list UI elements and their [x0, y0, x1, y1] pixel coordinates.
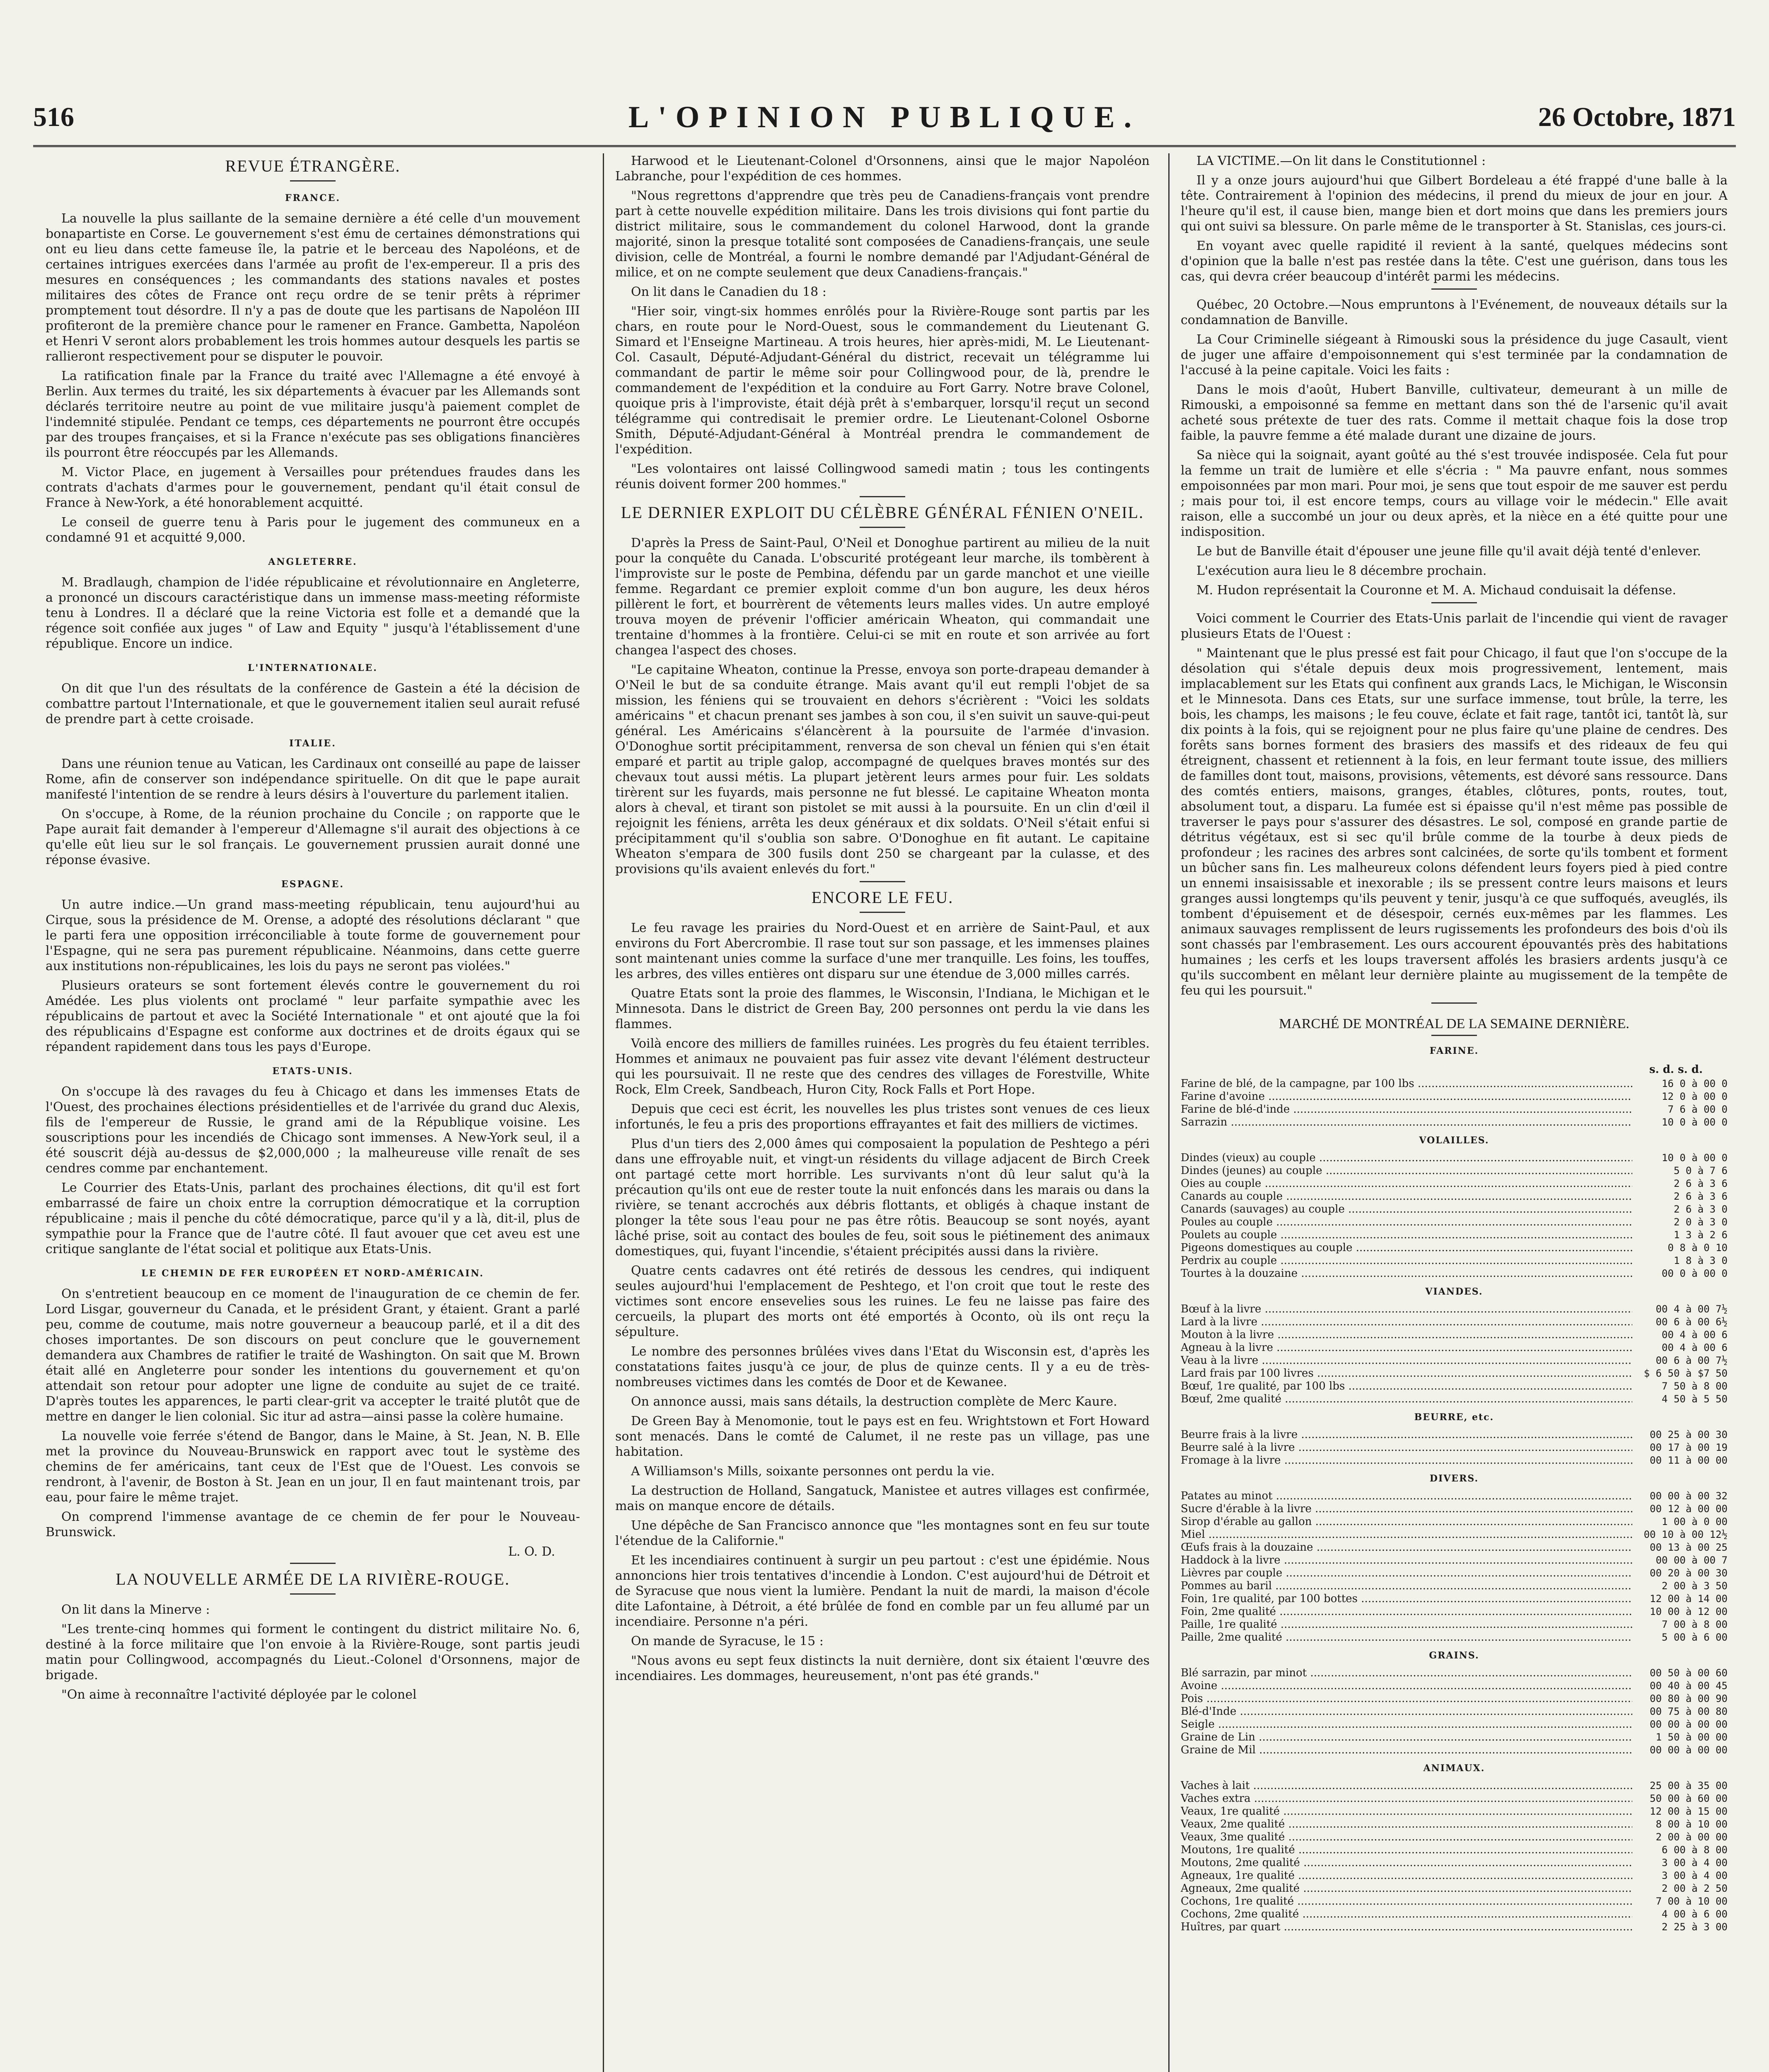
price-range: 2 00 à 3 50 — [1662, 1580, 1728, 1592]
price-range: 00 17 à 00 19 — [1650, 1442, 1728, 1453]
price-row — [1181, 1216, 1728, 1229]
price-range: 2 0 à 3 0 — [1673, 1216, 1728, 1228]
page-number: 516 — [33, 102, 74, 132]
separator-rule — [1431, 1002, 1477, 1004]
price-row — [1181, 1267, 1728, 1280]
price-item-name: Canards (sauvages) au couple ..... — [1181, 1203, 1632, 1216]
price-range: 5 0 à 7 6 — [1673, 1165, 1728, 1176]
article-paragraph: La Cour Criminelle siégeant à Rimouski sous la présidence du juge Casault, vient de juger une affaire d'empoisonnement qui s'est terminée par la condamnation de l'accusé à la peine capitale. Voici les faits : — [1181, 332, 1728, 378]
price-range: 12 0 à 00 0 — [1662, 1091, 1728, 1102]
article-paragraph: La nouvelle voie ferrée s'étend de Bangor, dans le Maine, à St. Jean, N. B. Elle met la province du Nouveau-Brunswick en rapport avec tout le système des chemins de fer américains, tant ceux de l'Est que de l'Ouest. Les convois se rendront, à l'avenir, de Boston à St. Jean en un jour, Il en faut maintenant trois, par eau, pour faire le même trajet. — [46, 1429, 580, 1505]
price-row — [1181, 1667, 1728, 1680]
price-item-name: Lard à la livre ..... — [1181, 1316, 1632, 1329]
separator-rule — [1431, 1035, 1477, 1036]
article-paragraph: Et les incendiaires continuent à surgir un peu partout : c'est une épidémie. Nous annoncions hier trois tentatives d'incendie à London. C'est aujourd'hui de Détroit et de Syracuse que nous vient la lumière. Pendant la nuit de mardi, la maison d'école dite Lafontaine, à Détroit, a été brûlée de fond en comble par un feu allumé par un incendiaire. Personne n'a péri. — [615, 1553, 1150, 1629]
price-range: 00 25 à 00 30 — [1650, 1429, 1728, 1440]
price-range: 1 50 à 00 00 — [1655, 1731, 1728, 1743]
currency-units-header: s. d. s. d. — [1649, 1063, 1703, 1076]
price-row — [1181, 1329, 1728, 1341]
column-divider — [603, 153, 604, 2072]
article-paragraph: M. Bradlaugh, champion de l'idée républicaine et révolutionnaire en Angleterre, a prononcé un discours caractéristique dans un immense mass-meeting réformiste tenu à Londres. Il a déclaré que la reine Victoria est folle et a demandé que la régence soit confiée aux juges " of Law and Equity " jusqu'à l'établissement d'une république. Encore un indice. — [46, 575, 580, 651]
article-paragraph: De Green Bay à Menomonie, tout le pays est en feu. Wrightstown et Fort Howard sont menacés. Dans le comté de Calumet, il ne reste pas un village, pas une habitation. — [615, 1414, 1150, 1459]
price-row — [1181, 1541, 1728, 1554]
price-row — [1181, 1895, 1728, 1908]
price-range: 6 00 à 8 00 — [1662, 1844, 1728, 1856]
price-row — [1181, 1229, 1728, 1242]
price-row — [1181, 1164, 1728, 1177]
price-item-name: Cochons, 2me qualité ..... — [1181, 1908, 1632, 1921]
separator-rule — [860, 527, 905, 528]
price-item-name: Lièvres par couple ..... — [1181, 1567, 1632, 1580]
price-row — [1181, 1618, 1728, 1631]
price-range: 00 11 à 00 00 — [1650, 1455, 1728, 1466]
price-item-name: Farine d'avoine ..... — [1181, 1090, 1632, 1103]
country-heading: ESPAGNE. — [281, 879, 344, 890]
price-range: 7 00 à 8 00 — [1662, 1619, 1728, 1630]
separator-rule — [860, 496, 905, 497]
price-row — [1181, 1692, 1728, 1705]
price-row — [1181, 1190, 1728, 1203]
price-range: 16 0 à 00 0 — [1662, 1078, 1728, 1089]
price-row — [1181, 1869, 1728, 1882]
article-paragraph: On annonce aussi, mais sans détails, la destruction complète de Merc Kaure. — [631, 1394, 1117, 1409]
price-range: 3 00 à 4 00 — [1662, 1857, 1728, 1869]
price-item-name: Œufs frais à la douzaine ..... — [1181, 1541, 1632, 1554]
price-row — [1181, 1779, 1728, 1792]
market-section-heading: GRAINS. — [1429, 1650, 1479, 1661]
price-row — [1181, 1580, 1728, 1593]
price-range: 50 00 à 60 00 — [1650, 1793, 1728, 1804]
price-row — [1181, 1908, 1728, 1921]
price-item-name: Avoine ..... — [1181, 1680, 1632, 1692]
article-paragraph: Québec, 20 Octobre.—Nous empruntons à l'Evénement, de nouveaux détails sur la condamnation de Banville. — [1181, 298, 1728, 327]
article-paragraph: En voyant avec quelle rapidité il revient à la santé, quelques médecins sont d'opinion que la balle n'est pas restée dans la tête. C'est une guérison, dans tous les cas, qui devra créer beaucoup d'intérêt parmi les médecins. — [1181, 239, 1728, 284]
price-range: 00 4 à 00 7½ — [1655, 1303, 1728, 1315]
price-row — [1181, 1731, 1728, 1744]
market-section-heading: BEURRE, etc. — [1414, 1412, 1494, 1423]
price-range: 2 00 à 00 00 — [1655, 1831, 1728, 1843]
market-section-heading: DIVERS. — [1429, 1473, 1479, 1484]
column-1 — [46, 153, 580, 2072]
article-paragraph: Dans une réunion tenue au Vatican, les Cardinaux ont conseillé au pape de laisser Rome, afin de conserver son indépendance spirituelle. On dit que le pape aurait manifesté l'intention de se rendre à leurs désirs à l'ouverture du parlement italien. — [46, 757, 580, 802]
price-row — [1181, 1831, 1728, 1844]
column-divider — [1168, 153, 1170, 2072]
price-item-name: Pigeons domestiques au couple ..... — [1181, 1242, 1632, 1254]
price-range: 00 10 à 00 12½ — [1643, 1529, 1728, 1540]
article-paragraph: Un autre indice.—Un grand mass-meeting républicain, tenu aujourd'hui au Cirque, sous la présidence de M. Orense, a adopté des résolutions déclarant " que le parti fera une opposition irréconciliable à toute forme de gouvernement pour l'Espagne, qui ne sera pas purement républicaine. Néanmoins, dans cette guerre aux institutions non-républicaines, les lois du pays ne seront pas violées." — [46, 898, 580, 973]
header-rule — [33, 145, 1736, 147]
article-paragraph: "Le capitaine Wheaton, continue la Presse, envoya son porte-drapeau demander à O'Neil le but de sa conduite étrange. Mais avant qu'il eut rempli l'objet de sa mission, les féniens qui se trouvaient en dehors s'écrièrent : "Voici les soldats américains " et chacun prenant ses jambes à son cou, il s'en suivit un sauve-qui-peut général. Les Américains s'élancèrent à la poursuite de l'armée d'invasion. O'Donoghue sortit précipitamment, renversa de son cheval un fénien qui s'en était emparé et partit au triple galop, accompagné de quelques braves montés sur des chevaux tout aussi métis. La plupart jetèrent leurs armes pour fuir. Les soldats tirèrent sur les fuyards, mais personne ne fut blessé. Le capitaine Wheaton monta alors à cheval, et tirant son pistolet se mit aussi à la poursuite. En un clin d'œil il rejoignit les féniens, arrêta les deux généraux et dix soldats. O'Neil s'était enfui si précipitamment qu'il s'oublia son sabre. O'Donoghue en fit autant. Le capitaine Wheaton s'empara de 300 fusils dont 250 se chargeant par la culasse, et des provisions qu'ils avaient enlevés du fort." — [615, 663, 1150, 876]
price-row — [1181, 1177, 1728, 1190]
separator-rule — [860, 881, 905, 882]
article-paragraph: Quatre cents cadavres ont été retirés de dessous les cendres, qui indiquent seules aujourd'hui l'emplacement de Peshtego, et l'on croit que tout le reste des victimes sont encore ensevelies sous les ruines. Le feu ne laisse pas faire des cercueils, la plupart des morts ont été emportés à Oconto, où ils ont reçu la sépulture. — [615, 1264, 1150, 1339]
article-paragraph: Depuis que ceci est écrit, les nouvelles les plus tristes sont venues de ces lieux infortunés, le feu a pris des proportions effrayantes et fait des milliers de victimes. — [615, 1102, 1150, 1132]
price-row — [1181, 1567, 1728, 1580]
price-item-name: Veaux, 2me qualité ..... — [1181, 1818, 1632, 1831]
price-range: 2 6 à 3 6 — [1673, 1191, 1728, 1202]
price-range: 00 0 à 00 0 — [1662, 1268, 1728, 1279]
article-paragraph: Plus d'un tiers des 2,000 âmes qui composaient la population de Peshtego a péri dans une effroyable nuit, et vingt-un résidents du village adjacent de Birch Creek ont partagé cette mort horrible. Les survivants n'ont dû leur salut qu'à la précaution qu'ils ont eue de rester toute la nuit enfoncés dans les marais ou dans la rivière, se tenant accrochés aux débris flottants, et obligés à chaque instant de plonger la tête sous l'eau pour ne pas être rôtis. Beaucoup se sont noyés, ayant lâché prise, soit au contact des boules de feu, soit sous le piétinement des animaux domestiques, qui, fuyant l'incendie, s'étaient précipités aussi dans la rivière. — [615, 1137, 1150, 1259]
price-item-name: Bœuf, 1re qualité, par 100 lbs ..... — [1181, 1380, 1632, 1393]
article-paragraph: Le conseil de guerre tenu à Paris pour le jugement des communeux en a condamné 91 et acquitté 9,000. — [46, 515, 580, 545]
article-paragraph: Dans le mois d'août, Hubert Banville, cultivateur, demeurant à un mille de Rimouski, a empoisonné sa femme en mettant dans son thé de l'arsenic qu'il avait acheté sous prétexte de tuer des rats. Comme il mettait chaque fois la dose trop faible, la pauvre femme a été malade durant une dizaine de jours. — [1181, 382, 1728, 443]
market-section-heading: VOLAILLES. — [1419, 1135, 1489, 1146]
price-item-name: Poules au couple ..... — [1181, 1216, 1632, 1229]
article-paragraph: "Les volontaires ont laissé Collingwood samedi matin ; tous les contingents réunis doivent former 200 hommes." — [615, 462, 1150, 491]
country-heading: L'INTERNATIONALE. — [248, 663, 378, 673]
article-paragraph: D'après la Press de Saint-Paul, O'Neil et Donoghue partirent au milieu de la nuit pour la conquête du Canada. L'obscurité protégeant leur marche, ils tombèrent à l'improviste sur le poste de Pembina, défendu par un garde manchot et une vieille femme. Regardant ce premier exploit comme d'un bon augure, les deux héros pillèrent le fort, et bourrèrent de vêtements leurs malles vides. Un autre employé trouva moyen de prévenir l'officier américain Wheaton, qui commandait une trentaine d'hommes à la frontière. Celui-ci se mit en route et son arrivée au fort changea l'aspect des choses. — [615, 536, 1150, 658]
price-row — [1181, 1921, 1728, 1934]
article-paragraph: Le feu ravage les prairies du Nord-Ouest et en arrière de Saint-Paul, et aux environs du Fort Abercrombie. Il rase tout sur son passage, et les immenses plaines sont maintenant unies comme la surface d'une mer tranquille. Les foins, les touffes, les arbres, des villes entières ont disparu sur une étendue de 3,000 milles carrés. — [615, 921, 1150, 981]
price-item-name: Cochons, 1re qualité ..... — [1181, 1895, 1632, 1908]
separator-rule — [290, 180, 336, 182]
price-item-name: Poulets au couple ..... — [1181, 1229, 1632, 1242]
price-row — [1181, 1428, 1728, 1441]
article-paragraph: On lit dans le Canadien du 18 : — [631, 285, 826, 299]
price-row — [1181, 1380, 1728, 1393]
price-item-name: Graine de Lin ..... — [1181, 1731, 1632, 1744]
price-range: 00 75 à 00 80 — [1650, 1706, 1728, 1717]
market-section-heading: FARINE. — [1429, 1046, 1479, 1056]
separator-rule — [1431, 288, 1477, 290]
article-paragraph: On s'occupe, à Rome, de la réunion prochaine du Concile ; on rapporte que le Pape aurait fait demander à l'empereur d'Allemagne s'il aurait des objections à ce qu'elle eût lieu sur le sol français. Le gouvernement prussien aurait donné une réponse évasive. — [46, 807, 580, 867]
price-item-name: Paille, 1re qualité ..... — [1181, 1618, 1632, 1631]
country-heading: ANGLETERRE. — [268, 557, 358, 567]
article-title: ENCORE LE FEU. — [811, 888, 954, 907]
price-item-name: Miel ..... — [1181, 1528, 1632, 1541]
price-range: 00 12 à 00 00 — [1650, 1503, 1728, 1515]
price-item-name: Agneaux, 2me qualité ..... — [1181, 1882, 1632, 1895]
price-row — [1181, 1818, 1728, 1831]
price-item-name: Veau à la livre ..... — [1181, 1354, 1632, 1367]
price-item-name: Sucre d'érable à la livre ..... — [1181, 1503, 1632, 1515]
price-row — [1181, 1792, 1728, 1805]
price-range: 00 00 à 00 32 — [1650, 1490, 1728, 1502]
price-range: 10 0 à 00 0 — [1662, 1116, 1728, 1128]
price-range: 00 4 à 00 6 — [1662, 1342, 1728, 1353]
country-heading: ITALIE. — [289, 738, 336, 749]
article-paragraph: On s'occupe là des ravages du feu à Chicago et dans les immenses Etats de l'Ouest, des prochaines élections présidentielles et de l'arrivée du grand duc Alexis, fils de l'empereur de Russie, le grand ami de la République voisine. Les souscriptions pour les incendiés de Chicago sont immenses. A New-York seul, il a été souscrit déjà au-dessus de $2,000,000 ; la malheureuse ville renaît de ses cendres comme par enchantement. — [46, 1084, 580, 1176]
article-paragraph: A Williamson's Mills, soixante personnes ont perdu la vie. — [631, 1464, 995, 1479]
price-row — [1181, 1605, 1728, 1618]
article-paragraph: M. Victor Place, en jugement à Versailles pour prétendues fraudes dans les contrats d'achats d'armes pour le gouvernement, pendant qu'il était consul de France à New-York, a été honorablement acquitté. — [46, 465, 580, 510]
price-item-name: Beurre frais à la livre ..... — [1181, 1428, 1632, 1441]
article-paragraph: Il y a onze jours aujourd'hui que Gilbert Bordeleau a été frappé d'une balle à la tête. Contrairement à l'opinion des médecins, il prend du mieux de jour en jour. A l'heure qu'il est, il cause bien, mange bien et dort moins que dans les premiers jours qui ont suivi sa blessure. On parle même de le transporter à St. Stanislas, ces jours-ci. — [1181, 173, 1728, 234]
price-range: 0 8 à 0 10 — [1668, 1242, 1728, 1254]
price-range: 00 50 à 00 60 — [1650, 1667, 1728, 1679]
price-item-name: Lard frais par 100 livres ..... — [1181, 1367, 1632, 1380]
price-range: 2 25 à 3 00 — [1662, 1921, 1728, 1933]
price-range: 00 4 à 00 6 — [1662, 1329, 1728, 1341]
article-paragraph: Une dépêche de San Francisco annonce que "les montagnes sont en feu sur toute l'étendue de la Californie." — [615, 1518, 1150, 1548]
article-paragraph: "Les trente-cinq hommes qui forment le contingent du district militaire No. 6, destiné à la force militaire que l'on envoie à la Rivière-Rouge, sont partis jeudi matin pour Collingwood, accompagnés du Lieut.-Colonel d'Orsonnens, major de brigade. — [46, 1622, 580, 1682]
market-section-heading: ANIMAUX. — [1423, 1763, 1485, 1774]
price-range: 00 00 à 00 00 — [1650, 1744, 1728, 1756]
price-item-name: Vaches à lait ..... — [1181, 1779, 1632, 1792]
price-item-name: Blé-d'Inde ..... — [1181, 1705, 1632, 1718]
article-paragraph: "Hier soir, vingt-six hommes enrôlés pour la Rivière-Rouge sont partis par les chars, en route pour le Nord-Ouest, sous le commandement du Lieutenant G. Simard et l'Enseigne Martineau. A trois heures, hier après-midi, M. Le Lieutenant-Col. Casault, Député-Adjudant-Général du district, recevait un télégramme lui commandant de partir le même soir pour Collingwood pour, de là, prendre le commandement de l'expédition et la conduire au Fort Garry. Notre brave Colonel, quoique pris à l'improviste, était déjà prêt à s'embarquer, lorsqu'il reçut un second télégramme qui contredisait le premier ordre. Le Lieutenant-Colonel Osborne Smith, Député-Adjudant-Général à Montréal prendra le commandement de l'expédition. — [615, 304, 1150, 457]
country-heading: LE CHEMIN DE FER EUROPÉEN ET NORD-AMÉRICAIN. — [141, 1268, 484, 1279]
article-paragraph: Voici comment le Courrier des Etats-Unis parlait de l'incendie qui vient de ravager plusieurs Etats de l'Ouest : — [1181, 611, 1728, 641]
price-range: 10 00 à 12 00 — [1650, 1606, 1728, 1617]
article-paragraph: Le Courrier des Etats-Unis, parlant des prochaines élections, dit qu'il est fort embarrassé de faire un choix entre la corruption démocratique et la corruption républicaine ; mais il penche du côté démocratique, parce qu'il y a là, dit-il, plus de sympathie pour la France que de l'autre côté. Il faut avouer que cet aveu est une critique sanglante de l'état social et politique aux Etats-Unis. — [46, 1181, 580, 1256]
price-range: 10 0 à 00 0 — [1662, 1152, 1728, 1164]
price-range: 1 00 à 0 00 — [1662, 1516, 1728, 1527]
price-item-name: Graine de Mil ..... — [1181, 1744, 1632, 1757]
price-range: 12 00 à 15 00 — [1650, 1806, 1728, 1817]
article-paragraph: Le nombre des personnes brûlées vives dans l'Etat du Wisconsin est, d'après les constatations faites jusqu'à ce jour, de plus de quinze cents. Il y a eu de très-nombreuses victimes dans les comtés de Door et de Kewanee. — [615, 1344, 1150, 1389]
separator-rule — [290, 1593, 336, 1595]
price-row — [1181, 1354, 1728, 1367]
price-row — [1181, 1393, 1728, 1406]
price-row — [1181, 1490, 1728, 1503]
price-row — [1181, 1341, 1728, 1354]
price-item-name: Moutons, 1re qualité ..... — [1181, 1844, 1632, 1857]
price-item-name: Veaux, 1re qualité ..... — [1181, 1805, 1632, 1818]
price-item-name: Sarrazin ..... — [1181, 1116, 1632, 1129]
price-row — [1181, 1554, 1728, 1567]
price-range: 00 00 à 00 7 — [1655, 1554, 1728, 1566]
price-range: 7 6 à 00 0 — [1668, 1104, 1728, 1115]
price-range: 4 00 à 6 00 — [1662, 1908, 1728, 1920]
market-title: MARCHÉ DE MONTRÉAL DE LA SEMAINE DERNIÈRE. — [1279, 1016, 1629, 1031]
price-item-name: Dindes (jeunes) au couple ..... — [1181, 1164, 1632, 1177]
price-range: 00 6 à 00 6½ — [1655, 1316, 1728, 1328]
section-title: REVUE ÉTRANGÈRE. — [225, 157, 401, 175]
article-paragraph: Harwood et le Lieutenant-Colonel d'Orsonnens, ainsi que le major Napoléon Labranche, pour l'expédition de ces hommes. — [615, 154, 1150, 184]
price-item-name: Huîtres, par quart ..... — [1181, 1921, 1632, 1934]
price-row — [1181, 1631, 1728, 1644]
price-range: 7 50 à 8 00 — [1662, 1380, 1728, 1392]
price-row — [1181, 1454, 1728, 1467]
price-item-name: Agneaux, 1re qualité ..... — [1181, 1869, 1632, 1882]
country-heading: ETATS-UNIS. — [272, 1066, 353, 1077]
article-paragraph: La destruction de Holland, Sangatuck, Manistee et autres villages est confirmée, mais on manque encore de détails. — [615, 1484, 1150, 1513]
price-item-name: Moutons, 2me qualité ..... — [1181, 1857, 1632, 1869]
price-range: 00 00 à 00 00 — [1650, 1719, 1728, 1730]
price-row — [1181, 1528, 1728, 1541]
price-item-name: Foin, 1re qualité, par 100 bottes ..... — [1181, 1593, 1632, 1605]
price-item-name: Seigle ..... — [1181, 1718, 1632, 1731]
price-range: 00 13 à 00 25 — [1650, 1542, 1728, 1553]
article-paragraph: Sa nièce qui la soignait, ayant goûté au thé s'est trouvée indisposée. Cela fut pour la femme un trait de lumière et elle s'écria : " Ma pauvre enfant, nous sommes empoisonnées par mon mari. Pour moi, je sens que tout espoir de me sauver est perdu ; mais pour toi, il est encore temps, cours au village voir le médecin." Elle avait raison, elle a succombé un jour ou deux après, et la nièce en a été quitte pour une indisposition. — [1181, 448, 1728, 539]
article-paragraph: "Nous avons eu sept feux distincts la nuit dernière, dont six étaient l'œuvre des incendiaires. Les dommages, heureusement, n'ont pas été grands." — [615, 1653, 1150, 1683]
price-row — [1181, 1316, 1728, 1329]
price-item-name: Farine de blé, de la campagne, par 100 lbs ..... — [1181, 1077, 1632, 1090]
price-item-name: Veaux, 3me qualité ..... — [1181, 1831, 1632, 1844]
price-row — [1181, 1744, 1728, 1757]
price-row — [1181, 1090, 1728, 1103]
article-title: LA NOUVELLE ARMÉE DE LA RIVIÈRE-ROUGE. — [116, 1570, 510, 1588]
price-item-name: Fromage à la livre ..... — [1181, 1454, 1632, 1467]
price-item-name: Bœuf à la livre ..... — [1181, 1303, 1632, 1316]
price-item-name: Agneau à la livre ..... — [1181, 1341, 1632, 1354]
price-row — [1181, 1705, 1728, 1718]
price-row — [1181, 1077, 1728, 1090]
price-row — [1181, 1515, 1728, 1528]
issue-date: 26 Octobre, 1871 — [1538, 102, 1736, 132]
price-item-name: Vaches extra ..... — [1181, 1792, 1632, 1805]
market-section-heading: VIANDES. — [1425, 1286, 1483, 1297]
price-range: 1 8 à 3 0 — [1673, 1255, 1728, 1266]
article-paragraph: " Maintenant que le plus pressé est fait pour Chicago, il faut que l'on s'occupe de la désolation qui s'étale depuis deux mois progressivement, lentement, mais implacablement sur les Etats qui confinent aux grands Lacs, le Michigan, le Wisconsin et le Minnesota. Dans ces Etats, sur une surface immense, tout brûle, la terre, les bois, les champs, les maisons ; le feu couve, éclate et fait rage, tantôt ici, tantôt là, sur dix points à la fois, qui se rejoignent pour ne plus faire qu'une plaine de cendres. Des forêts sans bornes forment des brasiers des massifs et des rideaux de feu qui étreignent, chassent et retiennent à la fois, en leur fermant toute issue, des milliers de familles dont tout, maisons, provisions, vêtements, est dévoré sans ressource. Dans des comtés entiers, maisons, granges, étables, clôtures, ponts, routes, tout, absolument tout, a disparu. La fumée est si épaisse qu'il n'est même pas possible de traverser le pays pour s'assurer des désastres. Le sol, composé en grande partie de détritus végétaux, est si sec qu'il brûle comme de la tourbe à deux pieds de profondeur ; les racines des arbres sont calcinées, de sorte qu'ils tombent et forment un bûcher sans fin. Les malheureux colons défendent leurs foyers pied à pied contre un ennemi insaisissable et inexorable ; ils se pressent contre leurs maisons et leurs granges aussi longtemps qu'ils peuvent y tenir, jusqu'à ce que suffoqués, aveuglés, ils tombent d'épuisement et de désespoir, cernés eux-mêmes par les flammes. Les animaux sauvages remplissent de leurs rugissements les profondeurs des bois d'où ils sont chassés par l'embrasement. Les ours accourent épouvantés près des habitations humaines ; les cerfs et les loups traversent affolés les brasiers ardents jusqu'à ce qu'ils succombent en mêlant leur dernière plainte au mugissement de la tempête de feu qui les poursuit." — [1181, 646, 1728, 998]
separator-rule — [290, 1563, 336, 1564]
price-item-name: Pois ..... — [1181, 1692, 1632, 1705]
price-item-name: Haddock à la livre ..... — [1181, 1554, 1632, 1567]
article-paragraph: La nouvelle la plus saillante de la semaine dernière a été celle d'un mouvement bonapartiste en Corse. Le gouvernement s'est ému de certaines démonstrations qui ont eu lieu dans cette fameuse île, la patrie et le berceau des Napoléons, et de certaines intrigues exercées dans l'armée au profit de l'ex-empereur. Il a pris des mesures en conséquences ; les commandants des stations navales et postes militaires des côtes de France ont reçu ordre de se tenir prêts à réprimer promptement tout désordre. Il n'y a pas de doute que les partisans de Napoléon III profiteront de la première chance pour le ramener en France. Gambetta, Napoléon et Henri V seront alors probablement les trois hommes autour desquels les partis se rallieront respectivement pour se disputer le pouvoir. — [46, 211, 580, 364]
price-range: 25 00 à 35 00 — [1650, 1780, 1728, 1791]
price-row — [1181, 1441, 1728, 1454]
article-paragraph: On comprend l'immense avantage de ce chemin de fer pour le Nouveau-Brunswick. — [46, 1510, 580, 1539]
price-row — [1181, 1857, 1728, 1869]
price-item-name: Sirop d'érable au gallon ..... — [1181, 1515, 1632, 1528]
price-row — [1181, 1593, 1728, 1605]
article-paragraph: "On aime à reconnaître l'activité déployée par le colonel — [61, 1687, 417, 1702]
article-paragraph: M. Hudon représentait la Couronne et M. A. Michaud conduisait la défense. — [1196, 583, 1676, 598]
article-paragraph: On lit dans la Minerve : — [61, 1602, 210, 1617]
price-range: 8 00 à 10 00 — [1655, 1818, 1728, 1830]
newspaper-title: L'OPINION PUBLIQUE. — [628, 100, 1141, 134]
price-row — [1181, 1103, 1728, 1116]
article-paragraph: Voilà encore des milliers de familles ruinées. Les progrès du feu étaient terribles. Hommes et animaux ne pouvaient pas fuir assez vite devant l'élément destructeur qui les poursuivait. Il ne reste que des cendres des villages de Forestville, White Rock, Elm Creek, Sandbeach, Huron City, Rock Falls et Port Hope. — [615, 1036, 1150, 1097]
price-item-name: Dindes (vieux) au couple ..... — [1181, 1152, 1632, 1164]
price-range: 2 00 à 2 50 — [1662, 1883, 1728, 1894]
price-range: 3 00 à 4 00 — [1662, 1870, 1728, 1881]
price-item-name: Perdrix au couple ..... — [1181, 1254, 1632, 1267]
article-paragraph: Plusieurs orateurs se sont fortement élevés contre le gouvernement du roi Amédée. Les plus violents ont proclamé " leur parfaite sympathie avec les républicains de partout et avec la Société Internationale " et ont ajouté que la foi des républicains d'Espagne est conforme aux doctrines et de droits égaux qui se répandent rapidement dans tous les pays d'Europe. — [46, 978, 580, 1054]
article-paragraph: On s'entretient beaucoup en ce moment de l'inauguration de ce chemin de fer. Lord Lisgar, gouverneur du Canada, et le président Grant, y étaient. Grant a parlé peu, comme de coutume, mais notre gouverneur a beaucoup parlé, et il a dit des choses importantes. De son discours on peut conclure que le gouvernement demandera aux Chambres de ratifier le traité de Washington. On sait que M. Brown était allé en Angleterre pour sonder les intentions du gouvernement et qu'on attendait son retour pour adopter une ligne de conduite au sujet de ce traité. D'après toutes les apparences, le parti clear-grit va accepter le traité plutôt que de mettre en danger le lien colonial. Sic itur ad astra—ainsi passe la colère humaine. — [46, 1287, 580, 1424]
price-row — [1181, 1203, 1728, 1216]
price-item-name: Tourtes à la douzaine ..... — [1181, 1267, 1632, 1280]
price-item-name: Mouton à la livre ..... — [1181, 1329, 1632, 1341]
price-range: 5 00 à 6 00 — [1662, 1631, 1728, 1643]
article-title: LE DERNIER EXPLOIT DU CÉLÈBRE GÉNÉRAL FÉNIEN O'NEIL. — [621, 503, 1144, 522]
article-paragraph: L'exécution aura lieu le 8 décembre prochain. — [1196, 564, 1487, 578]
price-item-name: Foin, 2me qualité ..... — [1181, 1605, 1632, 1618]
price-item-name: Oies au couple ..... — [1181, 1177, 1632, 1190]
article-paragraph: "Nous regrettons d'apprendre que très peu de Canadiens-français vont prendre part à cette nouvelle expédition militaire. Dans les trois divisions qui font partie du district militaire, sous le commandement du colonel Harwood, dont la grande majorité, sinon la presque totalité sont composées de Canadiens-français, une seule division, celle de Montréal, a fourni le nombre demandé par l'Adjudant-Général de milice, et on ne compte seulement que deux Canadiens-français." — [615, 189, 1150, 280]
price-row — [1181, 1718, 1728, 1731]
column-2 — [615, 153, 1150, 2072]
price-row — [1181, 1367, 1728, 1380]
country-heading: FRANCE. — [285, 193, 341, 203]
article-paragraph: On mande de Syracuse, le 15 : — [631, 1634, 824, 1648]
article-paragraph: Le but de Banville était d'épouser une jeune fille qu'il avait déjà tenté d'enlever. — [1196, 544, 1701, 559]
price-range: 2 6 à 3 0 — [1673, 1203, 1728, 1215]
price-range: 2 6 à 3 6 — [1673, 1178, 1728, 1189]
price-range: 00 80 à 00 90 — [1650, 1693, 1728, 1704]
price-range: 00 6 à 00 7½ — [1655, 1355, 1728, 1366]
price-range: 12 00 à 14 00 — [1650, 1593, 1728, 1605]
price-row — [1181, 1303, 1728, 1316]
article-paragraph: Quatre Etats sont la proie des flammes, le Wisconsin, l'Indiana, le Michigan et le Minnesota. Dans le district de Green Bay, 200 personnes ont perdu la vie dans les flammes. — [615, 986, 1150, 1031]
price-row — [1181, 1805, 1728, 1818]
price-item-name: Beurre salé à la livre ..... — [1181, 1441, 1632, 1454]
article-paragraph: La ratification finale par la France du traité avec l'Allemagne a été envoyé à Berlin. Aux termes du traité, les six départements à évacuer par les Allemands sont déclarés territoire neutre au point de vue militaire jusqu'à paiement complet de l'indemnité stipulée. Pendant ce temps, ces départements ne pourront être occupés par des troupes françaises, et si la France n'exécute pas ses obligations financières ils pourront être réoccupés par les Allemands. — [46, 369, 580, 460]
price-item-name: Pommes au baril ..... — [1181, 1580, 1632, 1593]
price-range: 4 50 à 5 50 — [1662, 1393, 1728, 1405]
price-item-name: Canards au couple ..... — [1181, 1190, 1632, 1203]
price-row — [1181, 1503, 1728, 1515]
price-row — [1181, 1152, 1728, 1164]
price-range: 1 3 à 2 6 — [1673, 1229, 1728, 1241]
price-row — [1181, 1254, 1728, 1267]
price-range: 00 20 à 00 30 — [1650, 1567, 1728, 1579]
price-row — [1181, 1242, 1728, 1254]
price-item-name: Farine de blé-d'inde ..... — [1181, 1103, 1632, 1116]
price-row — [1181, 1844, 1728, 1857]
price-range: 00 40 à 00 45 — [1650, 1680, 1728, 1692]
price-item-name: Blé sarrazin, par minot ..... — [1181, 1667, 1632, 1680]
price-row — [1181, 1116, 1728, 1129]
price-row — [1181, 1882, 1728, 1895]
price-item-name: Bœuf, 2me qualité ..... — [1181, 1393, 1632, 1406]
column-3 — [1181, 153, 1728, 2072]
article-paragraph: LA VICTIME.—On lit dans le Constitutionnel : — [1196, 154, 1486, 168]
price-item-name: Patates au minot ..... — [1181, 1490, 1632, 1503]
price-range: $ 6 50 à $7 50 — [1643, 1368, 1728, 1379]
article-signature: L. O. D. — [508, 1544, 555, 1559]
price-item-name: Paille, 2me qualité ..... — [1181, 1631, 1632, 1644]
separator-rule — [860, 912, 905, 913]
price-range: 7 00 à 10 00 — [1655, 1895, 1728, 1907]
article-paragraph: On dit que l'un des résultats de la conférence de Gastein a été la décision de combattre partout l'Internationale, et que le gouvernement italien seul aurait refusé de prendre part à cette croisade. — [46, 681, 580, 726]
page-header — [33, 97, 1736, 147]
separator-rule — [1431, 602, 1477, 603]
price-row — [1181, 1680, 1728, 1692]
